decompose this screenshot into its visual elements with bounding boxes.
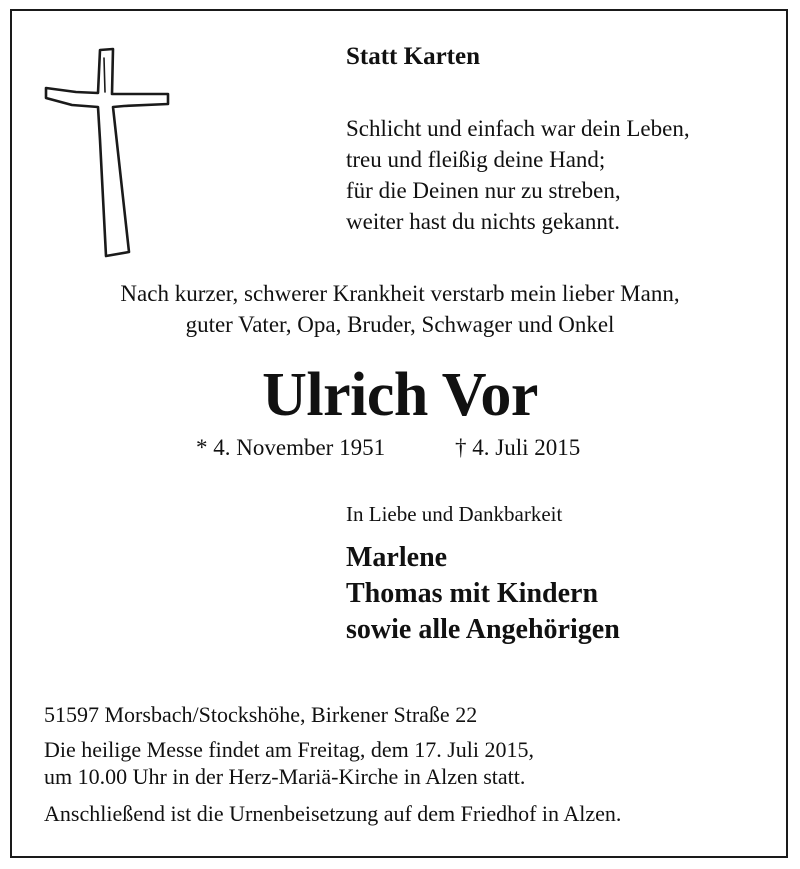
- poem-line: weiter hast du nichts gekannt.: [346, 209, 621, 234]
- poem: [346, 113, 690, 237]
- poem-line: Schlicht und einfach war dein Leben,: [346, 116, 690, 141]
- mourner-name: sowie alle Angehörigen: [346, 614, 620, 645]
- mourner-name: Thomas mit Kindern: [346, 578, 599, 609]
- mourners-list: [346, 540, 620, 648]
- mourner-name: Marlene: [346, 542, 448, 573]
- burial-info-line: Anschließend ist die Urnenbeisetzung auf dem Friedhof in Alzen.: [44, 801, 622, 826]
- mass-info-line: Die heilige Messe findet am Freitag, dem 17. Juli 2015,: [44, 737, 535, 762]
- poem-line: für die Deinen nur zu streben,: [346, 178, 621, 203]
- death-date: † 4. Juli 2015: [455, 435, 581, 460]
- thanks-line: In Liebe und Dankbarkeit: [346, 502, 563, 526]
- birth-date: * 4. November 1951: [196, 435, 386, 460]
- deceased-name: Ulrich Vor: [262, 361, 538, 429]
- poem-line: treu und fleißig deine Hand;: [346, 147, 606, 172]
- address-line: 51597 Morsbach/Stockshöhe, Birkener Straße 22: [44, 702, 478, 727]
- intro-line: guter Vater, Opa, Bruder, Schwager und Onkel: [185, 312, 615, 337]
- mass-info-line: um 10.00 Uhr in der Herz-Mariä-Kirche in Alzen statt.: [44, 764, 526, 789]
- cross-icon: [44, 44, 172, 260]
- intro-line: Nach kurzer, schwerer Krankheit verstarb mein lieber Mann,: [120, 281, 680, 306]
- intro-text: [0, 278, 800, 340]
- header-title: Statt Karten: [346, 43, 480, 70]
